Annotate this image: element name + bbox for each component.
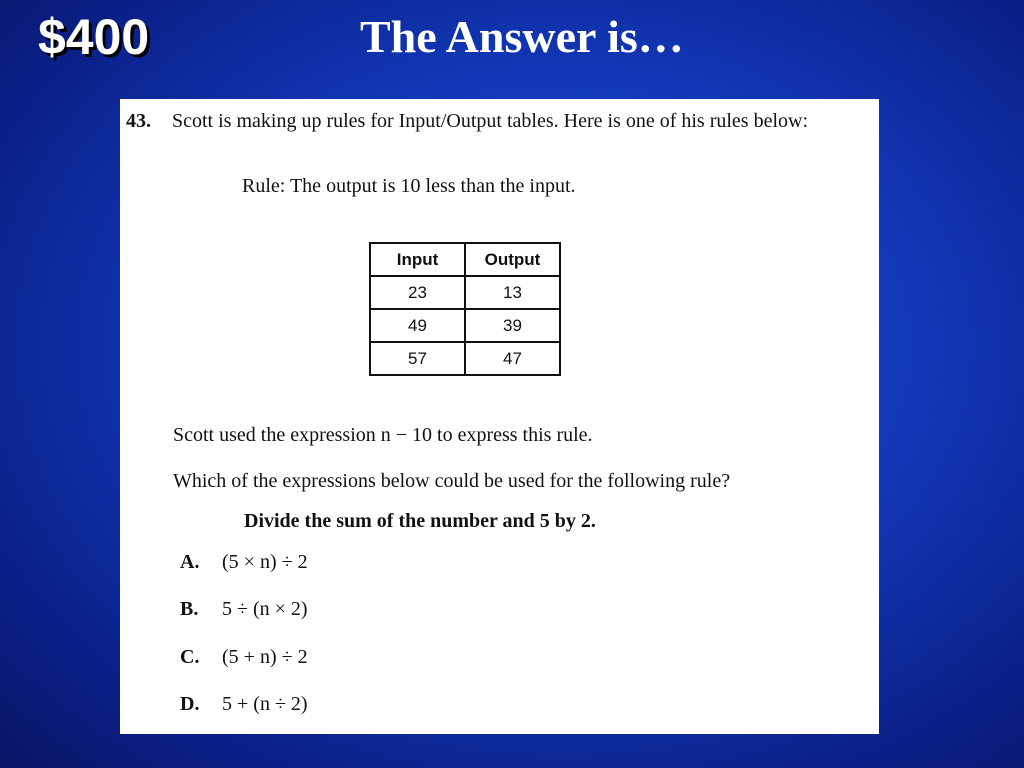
table-row <box>370 309 560 342</box>
column-header-input: Input <box>370 243 465 276</box>
question-text: Scott is making up rules for Input/Output tables. Here is one of his rules below: <box>172 110 809 132</box>
table-header-row <box>370 243 560 276</box>
table-cell: 13 <box>465 276 560 309</box>
option-expression: 5 ÷ (n × 2) <box>222 598 308 620</box>
answer-option-a[interactable] <box>180 551 308 574</box>
table-cell: 47 <box>465 342 560 375</box>
dollar-amount: $400 <box>38 9 150 65</box>
table-row <box>370 276 560 309</box>
option-expression: (5 × n) ÷ 2 <box>222 551 308 573</box>
question-number: 43. <box>126 110 151 132</box>
option-letter: A. <box>180 551 200 573</box>
slide-title: The Answer is… <box>360 11 684 62</box>
option-letter: C. <box>180 646 200 668</box>
rule-text: Rule: The output is 10 less than the input. <box>242 175 576 197</box>
option-letter: B. <box>180 598 199 620</box>
table-cell: 39 <box>465 309 560 342</box>
question-card <box>120 99 879 734</box>
table-row <box>370 342 560 375</box>
input-output-table <box>369 242 561 376</box>
option-letter: D. <box>180 693 200 715</box>
answer-option-c[interactable] <box>180 646 308 669</box>
option-expression: (5 + n) ÷ 2 <box>222 646 308 668</box>
answer-option-b[interactable] <box>180 598 308 621</box>
expression-statement: Scott used the expression n − 10 to express this rule. <box>173 424 593 446</box>
option-expression: 5 + (n ÷ 2) <box>222 693 308 715</box>
column-header-output: Output <box>465 243 560 276</box>
table-cell: 49 <box>370 309 465 342</box>
new-rule-text: Divide the sum of the number and 5 by 2. <box>244 510 596 532</box>
question-prompt: Which of the expressions below could be used for the following rule? <box>173 470 731 492</box>
table-cell: 57 <box>370 342 465 375</box>
answer-option-d[interactable] <box>180 693 308 716</box>
table-cell: 23 <box>370 276 465 309</box>
